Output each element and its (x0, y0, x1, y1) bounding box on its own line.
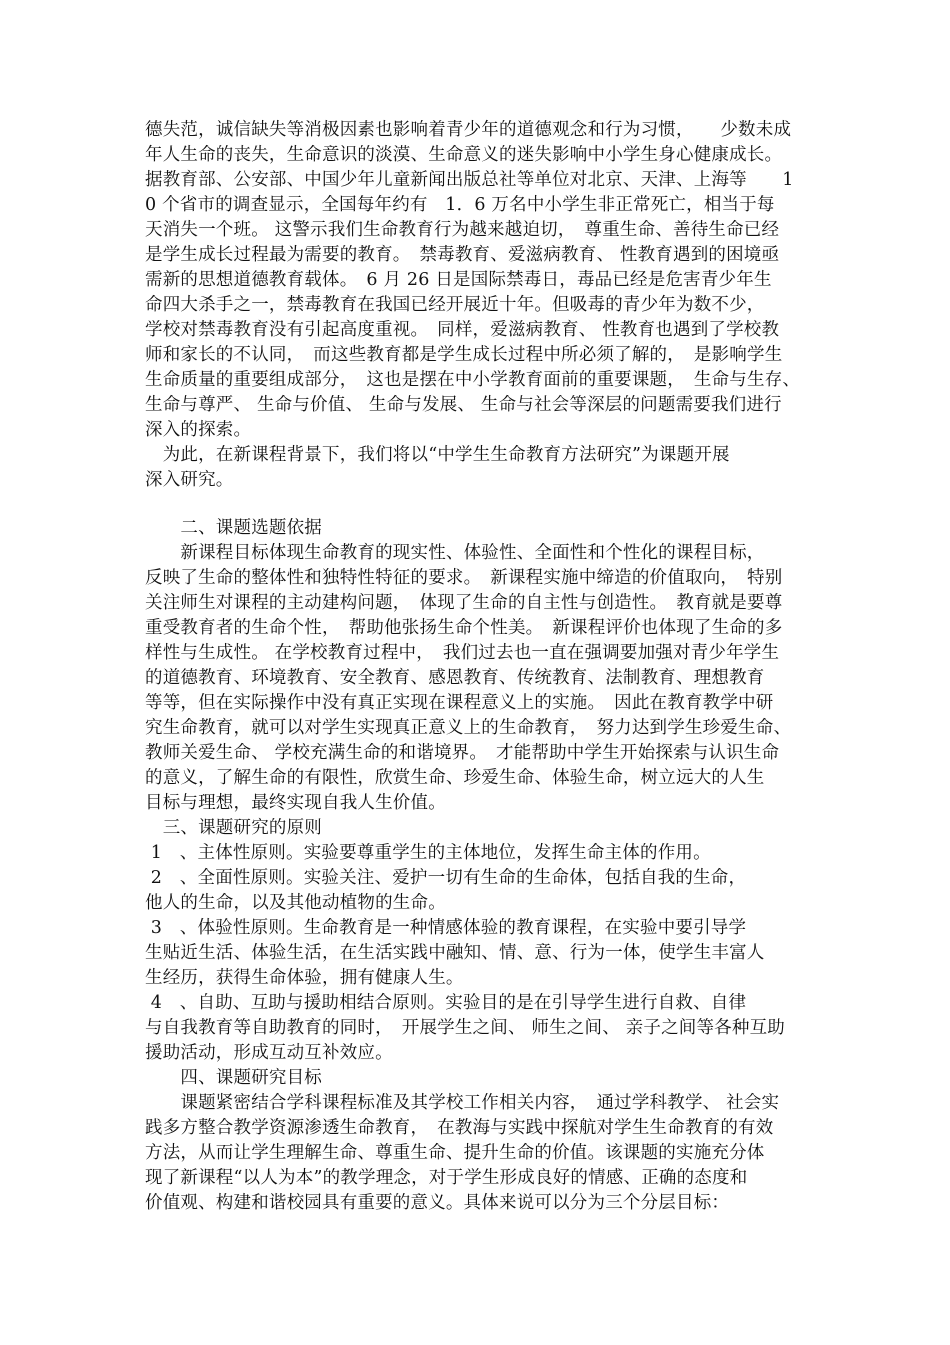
text-line: 0 个省市的调查显示，全国每年约有 1．6 万名中小学生非正常死亡，相当于每 (145, 195, 775, 215)
text-line: 价值观、构建和谐校园具有重要的意义。具体来说可以分为三个分层目标： (145, 1193, 730, 1213)
text-line: 命四大杀手之一，禁毒教育在我国已经开展近十年。但吸毒的青少年为数不少， (145, 295, 765, 315)
text-line: 样性与生成性。 在学校教育过程中， 我们过去也一直在强调要加强对青少年学生 (145, 643, 780, 663)
text-line: 天消失一个班。 这警示我们生命教育行为越来越迫切， 尊重生命、善待生命已经 (145, 220, 780, 240)
section-heading: 二、课题选题依据 (145, 518, 322, 538)
text-line: 课题紧密结合学科课程标准及其学校工作相关内容， 通过学科教学、 社会实 (145, 1093, 780, 1113)
section-heading: 四、课题研究目标 (145, 1068, 322, 1088)
text-line: 需新的思想道德教育载体。 6 月 26 日是国际禁毒日，毒品已经是危害青少年生 (145, 270, 772, 290)
list-item: 1 、主体性原则。实验要尊重学生的主体地位，发挥生命主体的作用。 (145, 843, 711, 863)
text-line: 关注师生对课程的主动建构问题， 体现了生命的自主性与创造性。 教育就是要尊 (145, 593, 783, 613)
text-line: 师和家长的不认同， 而这些教育都是学生成长过程中所必须了解的， 是影响学生 (145, 345, 783, 365)
text-line: 重受教育者的生命个性， 帮助他张扬生命个性美。 新课程评价也体现了生命的多 (145, 618, 783, 638)
list-item: 3 、体验性原则。生命教育是一种情感体验的教育课程，在实验中要引导学 (145, 918, 747, 938)
text-line: 等等，但在实际操作中没有真正实现在课程意义上的实施。 因此在教育教学中研 (145, 693, 774, 713)
text-line: 践多方整合教学资源渗透生命教育， 在教海与实践中探航对学生生命教育的有效 (145, 1118, 774, 1138)
text-line: 生经历，获得生命体验，拥有健康人生。 (145, 968, 464, 988)
text-line: 生命与尊严、 生命与价值、 生命与发展、 生命与社会等深层的问题需要我们进行 (145, 395, 782, 415)
text-line: 为此，在新课程背景下，我们将以“中学生生命教育方法研究”为课题开展 (145, 445, 730, 465)
text-line: 的意义，了解生命的有限性，欣赏生命、珍爱生命、体验生命，树立远大的人生 (145, 768, 765, 788)
text-line: 目标与理想，最终实现自我人生价值。 (145, 793, 446, 813)
text-line: 教师关爱生命、 学校充满生命的和谐境界。 才能帮助中学生开始探索与认识生命 (145, 743, 780, 763)
text-line: 生贴近生活、体验生活，在生活实践中融知、情、意、行为一体，使学生丰富人 (145, 943, 765, 963)
text-line: 的道德教育、环境教育、安全教育、感恩教育、传统教育、法制教育、理想教育 (145, 668, 765, 688)
text-line: 与自我教育等自助教育的同时， 开展学生之间、 师生之间、 亲子之间等各种互助 (145, 1018, 785, 1038)
text-line: 援助活动，形成互动互补效应。 (145, 1043, 393, 1063)
text-line: 深入的探索。 (145, 420, 252, 440)
text-line: 生命质量的重要组成部分， 这也是摆在中小学教育面前的重要课题， 生命与生存、 (145, 370, 801, 390)
text-line: 方法，从而让学生理解生命、尊重生命、提升生命的价值。该课题的实施充分体 (145, 1143, 765, 1163)
text-line: 现了新课程“以人为本”的教学理念，对于学生形成良好的情感、正确的态度和 (145, 1168, 748, 1188)
text-line: 新课程目标体现生命教育的现实性、体验性、全面性和个性化的课程目标， (145, 543, 765, 563)
text-line: 据教育部、公安部、中国少年儿童新闻出版总社等单位对北京、天津、上海等 1 (145, 170, 794, 190)
text-line: 年人生命的丧失，生命意识的淡漠、生命意义的迷失影响中小学生身心健康成长。 (145, 145, 783, 165)
section-heading: 三、课题研究的原则 (145, 818, 322, 838)
list-item: 2 、全面性原则。实验关注、爱护一切有生命的生命体，包括自我的生命， (145, 868, 747, 888)
text-line: 他人的生命，以及其他动植物的生命。 (145, 893, 446, 913)
text-line: 究生命教育，就可以对学生实现真正意义上的生命教育， 努力达到学生珍爱生命、 (145, 718, 792, 738)
text-line: 是学生成长过程最为需要的教育。 禁毒教育、爱滋病教育、 性教育遇到的困境亟 (145, 245, 780, 265)
text-line: 学校对禁毒教育没有引起高度重视。 同样，爱滋病教育、 性教育也遇到了学校教 (145, 320, 780, 340)
text-line: 德失范，诚信缺失等消极因素也影响着青少年的道德观念和行为习惯， 少数未成 (145, 120, 792, 140)
list-item: 4 、自助、互助与援助相结合原则。实验目的是在引导学生进行自救、自律 (145, 993, 747, 1013)
text-line: 反映了生命的整体性和独特性特征的要求。 新课程实施中缔造的价值取向， 特别 (145, 568, 783, 588)
text-line: 深入研究。 (145, 470, 234, 490)
